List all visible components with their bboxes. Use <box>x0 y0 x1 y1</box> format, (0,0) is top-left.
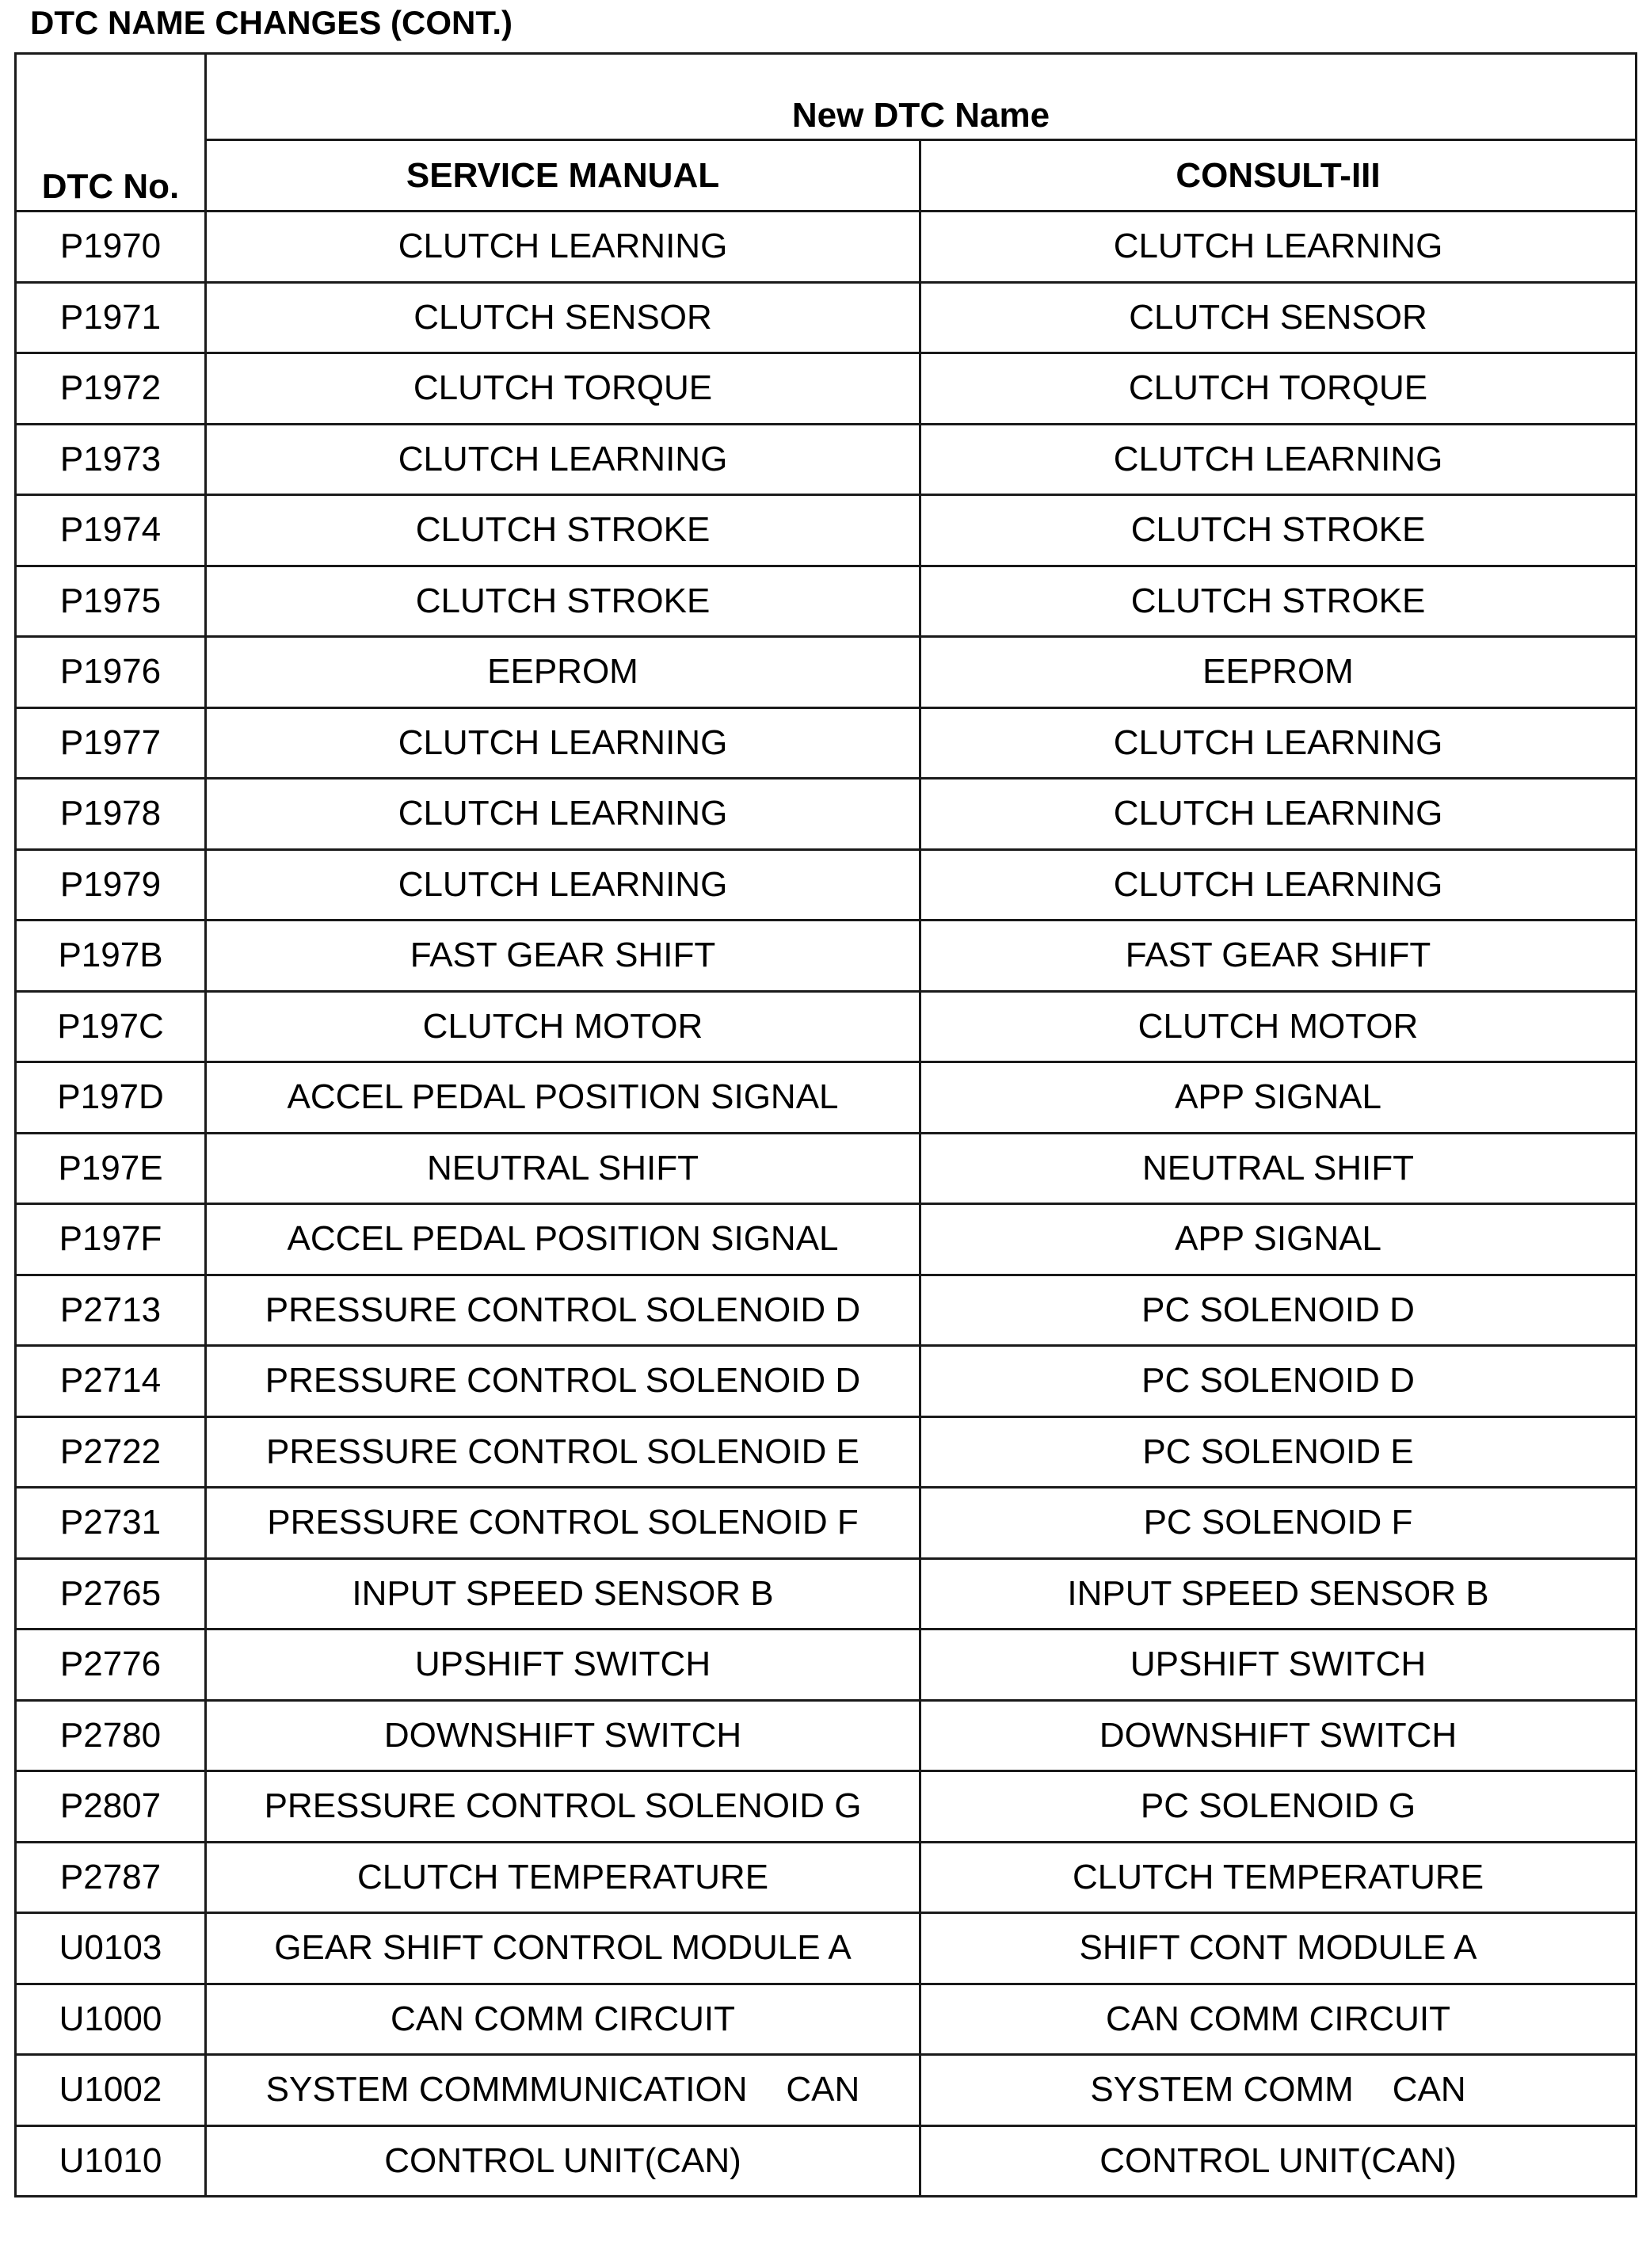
consult-header: CONSULT-III <box>920 140 1637 212</box>
consult-cell: SYSTEM COMM CAN <box>920 2055 1637 2126</box>
consult-cell: SHIFT CONT MODULE A <box>920 1913 1637 1984</box>
dtc-code-cell: P2713 <box>16 1275 206 1346</box>
dtc-code-cell: U1002 <box>16 2055 206 2126</box>
dtc-code-cell: U1010 <box>16 2125 206 2197</box>
consult-cell: PC SOLENOID G <box>920 1771 1637 1843</box>
table-row <box>16 424 1637 495</box>
service-manual-cell: NEUTRAL SHIFT <box>206 1133 920 1204</box>
new-dtc-name-header: New DTC Name <box>206 54 1637 140</box>
table-row <box>16 1133 1637 1204</box>
dtc-code-cell: P1978 <box>16 779 206 850</box>
consult-cell: PC SOLENOID F <box>920 1488 1637 1559</box>
service-manual-cell: PRESSURE CONTROL SOLENOID D <box>206 1346 920 1417</box>
dtc-code-cell: U0103 <box>16 1913 206 1984</box>
service-manual-cell: PRESSURE CONTROL SOLENOID F <box>206 1488 920 1559</box>
consult-cell: NEUTRAL SHIFT <box>920 1133 1637 1204</box>
dtc-code-cell: P2807 <box>16 1771 206 1843</box>
consult-cell: EEPROM <box>920 637 1637 708</box>
table-row <box>16 637 1637 708</box>
service-manual-cell: EEPROM <box>206 637 920 708</box>
table-row <box>16 1700 1637 1771</box>
service-manual-cell: SYSTEM COMMMUNICATION CAN <box>206 2055 920 2126</box>
table-row <box>16 1062 1637 1134</box>
table-row <box>16 779 1637 850</box>
service-manual-cell: DOWNSHIFT SWITCH <box>206 1700 920 1771</box>
table-row <box>16 921 1637 992</box>
consult-cell: APP SIGNAL <box>920 1062 1637 1134</box>
table-row <box>16 1630 1637 1701</box>
service-manual-cell: CLUTCH STROKE <box>206 566 920 637</box>
table-row <box>16 1416 1637 1488</box>
table-row <box>16 1275 1637 1346</box>
dtc-code-cell: P1974 <box>16 495 206 566</box>
service-manual-cell: FAST GEAR SHIFT <box>206 921 920 992</box>
dtc-code-cell: P2780 <box>16 1700 206 1771</box>
table-row <box>16 991 1637 1062</box>
table-row <box>16 2125 1637 2197</box>
service-manual-cell: CLUTCH TORQUE <box>206 353 920 425</box>
dtc-code-cell: P197D <box>16 1062 206 1134</box>
service-manual-header: SERVICE MANUAL <box>206 140 920 212</box>
consult-cell: CLUTCH LEARNING <box>920 849 1637 921</box>
dtc-code-cell: P2765 <box>16 1558 206 1630</box>
dtc-code-cell: P1976 <box>16 637 206 708</box>
service-manual-cell: GEAR SHIFT CONTROL MODULE A <box>206 1913 920 1984</box>
consult-cell: CLUTCH TORQUE <box>920 353 1637 425</box>
table-row <box>16 566 1637 637</box>
dtc-code-cell: P2776 <box>16 1630 206 1701</box>
dtc-code-cell: U1000 <box>16 1984 206 2055</box>
dtc-code-cell: P1975 <box>16 566 206 637</box>
table-row <box>16 353 1637 425</box>
service-manual-cell: CLUTCH MOTOR <box>206 991 920 1062</box>
consult-cell: UPSHIFT SWITCH <box>920 1630 1637 1701</box>
table-row <box>16 1204 1637 1275</box>
consult-cell: CONTROL UNIT(CAN) <box>920 2125 1637 2197</box>
service-manual-cell: CLUTCH LEARNING <box>206 212 920 283</box>
table-row <box>16 707 1637 779</box>
service-manual-cell: CONTROL UNIT(CAN) <box>206 2125 920 2197</box>
service-manual-cell: CLUTCH LEARNING <box>206 424 920 495</box>
table-row <box>16 1984 1637 2055</box>
consult-cell: INPUT SPEED SENSOR B <box>920 1558 1637 1630</box>
dtc-code-cell: P1979 <box>16 849 206 921</box>
dtc-no-header: DTC No. <box>16 54 206 212</box>
service-manual-cell: ACCEL PEDAL POSITION SIGNAL <box>206 1062 920 1134</box>
page-title: DTC NAME CHANGES (CONT.) <box>30 4 513 41</box>
dtc-name-table <box>14 52 1637 2197</box>
dtc-code-cell: P197C <box>16 991 206 1062</box>
service-manual-cell: CLUTCH SENSOR <box>206 282 920 353</box>
consult-cell: PC SOLENOID D <box>920 1346 1637 1417</box>
consult-cell: DOWNSHIFT SWITCH <box>920 1700 1637 1771</box>
table-row <box>16 1842 1637 1913</box>
consult-cell: CLUTCH TEMPERATURE <box>920 1842 1637 1913</box>
service-manual-cell: CAN COMM CIRCUIT <box>206 1984 920 2055</box>
consult-cell: PC SOLENOID D <box>920 1275 1637 1346</box>
table-row <box>16 1771 1637 1843</box>
table-row <box>16 212 1637 283</box>
consult-cell: FAST GEAR SHIFT <box>920 921 1637 992</box>
consult-cell: CAN COMM CIRCUIT <box>920 1984 1637 2055</box>
service-manual-cell: PRESSURE CONTROL SOLENOID G <box>206 1771 920 1843</box>
service-manual-cell: CLUTCH LEARNING <box>206 779 920 850</box>
consult-cell: APP SIGNAL <box>920 1204 1637 1275</box>
service-manual-cell: CLUTCH STROKE <box>206 495 920 566</box>
dtc-code-cell: P1973 <box>16 424 206 495</box>
table-row <box>16 1488 1637 1559</box>
service-manual-cell: CLUTCH LEARNING <box>206 707 920 779</box>
dtc-code-cell: P1972 <box>16 353 206 425</box>
table-subheader-row <box>16 140 1637 212</box>
table-row <box>16 1346 1637 1417</box>
table-row <box>16 849 1637 921</box>
consult-cell: PC SOLENOID E <box>920 1416 1637 1488</box>
consult-cell: CLUTCH LEARNING <box>920 424 1637 495</box>
table-row <box>16 1913 1637 1984</box>
table-row <box>16 1558 1637 1630</box>
consult-cell: CLUTCH STROKE <box>920 495 1637 566</box>
consult-cell: CLUTCH STROKE <box>920 566 1637 637</box>
dtc-code-cell: P2722 <box>16 1416 206 1488</box>
dtc-code-cell: P1977 <box>16 707 206 779</box>
table-row <box>16 2055 1637 2126</box>
service-manual-cell: PRESSURE CONTROL SOLENOID D <box>206 1275 920 1346</box>
service-manual-cell: UPSHIFT SWITCH <box>206 1630 920 1701</box>
dtc-code-cell: P2714 <box>16 1346 206 1417</box>
dtc-code-cell: P1971 <box>16 282 206 353</box>
table-row <box>16 282 1637 353</box>
service-manual-cell: ACCEL PEDAL POSITION SIGNAL <box>206 1204 920 1275</box>
consult-cell: CLUTCH LEARNING <box>920 779 1637 850</box>
service-manual-cell: PRESSURE CONTROL SOLENOID E <box>206 1416 920 1488</box>
dtc-code-cell: P2731 <box>16 1488 206 1559</box>
dtc-code-cell: P197B <box>16 921 206 992</box>
table-row <box>16 495 1637 566</box>
table-header-row <box>16 54 1637 140</box>
dtc-code-cell: P2787 <box>16 1842 206 1913</box>
service-manual-cell: CLUTCH TEMPERATURE <box>206 1842 920 1913</box>
consult-cell: CLUTCH LEARNING <box>920 212 1637 283</box>
dtc-code-cell: P197E <box>16 1133 206 1204</box>
service-manual-cell: INPUT SPEED SENSOR B <box>206 1558 920 1630</box>
dtc-code-cell: P197F <box>16 1204 206 1275</box>
consult-cell: CLUTCH LEARNING <box>920 707 1637 779</box>
dtc-code-cell: P1970 <box>16 212 206 283</box>
consult-cell: CLUTCH SENSOR <box>920 282 1637 353</box>
table-body <box>16 212 1637 2197</box>
consult-cell: CLUTCH MOTOR <box>920 991 1637 1062</box>
service-manual-cell: CLUTCH LEARNING <box>206 849 920 921</box>
